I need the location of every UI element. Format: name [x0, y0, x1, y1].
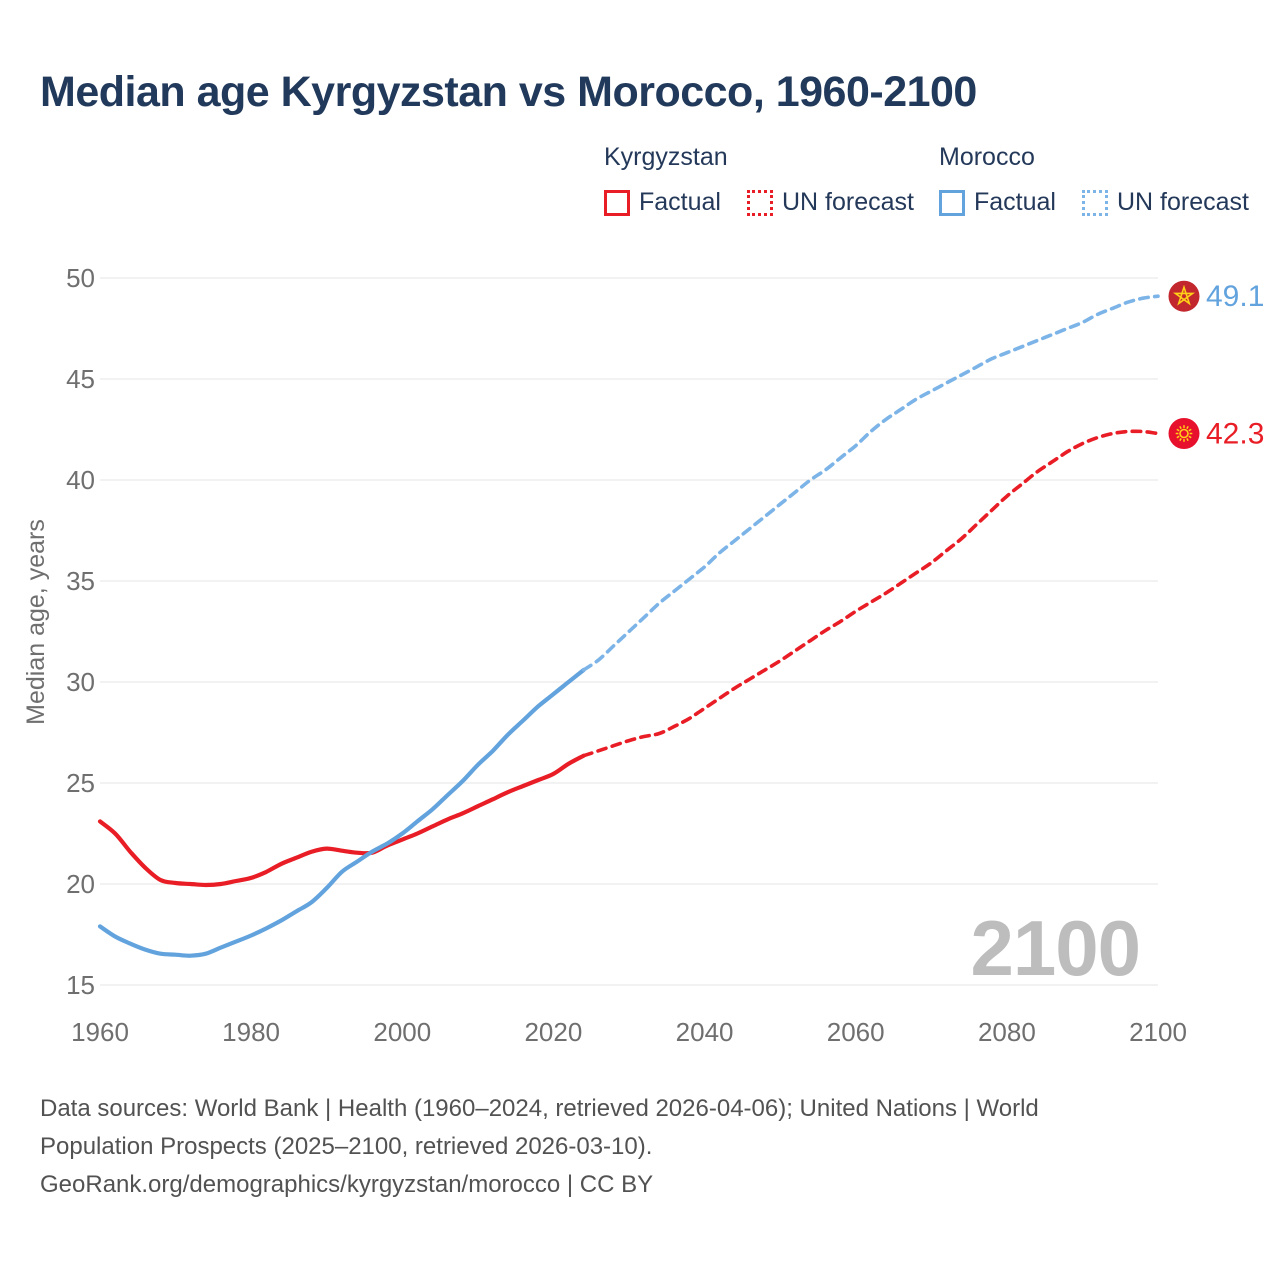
end-value-label-morocco: 49.1 — [1206, 280, 1265, 314]
sun-ray — [1189, 436, 1191, 437]
series-line-morocco-factual — [100, 670, 584, 956]
sun-ray — [1180, 426, 1181, 428]
morocco-forecast-swatch-icon — [1082, 190, 1108, 216]
y-tick-label: 35 — [66, 566, 95, 596]
kyrgyzstan-flag-icon — [1169, 418, 1200, 449]
footer-line-2: Population Prospects (2025–2100, retrieved 2026-03-10). — [40, 1133, 653, 1160]
x-axis-tick-labels — [71, 1017, 1187, 1047]
x-tick-label: 2000 — [373, 1017, 432, 1047]
y-tick-label: 45 — [66, 364, 95, 394]
sun-ray — [1180, 438, 1181, 440]
x-tick-label: 1960 — [71, 1017, 129, 1047]
morocco-factual-swatch-icon — [939, 190, 965, 216]
y-tick-label: 25 — [66, 768, 95, 798]
legend-item-kyrgyzstan-forecast — [747, 188, 914, 217]
x-tick-label: 2100 — [1129, 1017, 1187, 1047]
legend-label: UN forecast — [1116, 188, 1249, 216]
legend-group-morocco — [939, 143, 1249, 217]
legend-label: Factual — [639, 188, 721, 216]
data-sources-footer — [40, 1090, 1039, 1204]
end-marker-kyrgyzstan — [1169, 418, 1265, 451]
y-tick-label: 20 — [66, 869, 95, 899]
sun-ray — [1189, 429, 1191, 430]
y-tick-label: 50 — [66, 263, 95, 293]
sun-ray — [1177, 429, 1179, 430]
series-line-morocco-un-forecast — [584, 296, 1158, 670]
morocco-flag-icon — [1169, 281, 1200, 312]
gridlines — [100, 278, 1158, 985]
legend-item-morocco-forecast — [1082, 188, 1249, 217]
x-tick-label: 2020 — [524, 1017, 583, 1047]
pentagram-star-icon — [1175, 287, 1192, 303]
kyrgyzstan-factual-swatch-icon — [604, 190, 630, 216]
legend-item-kyrgyzstan-factual — [604, 188, 721, 217]
footer-line-3: GeoRank.org/demographics/kyrgyzstan/morocco | CC BY — [40, 1171, 654, 1198]
end-value-label-kyrgyzstan: 42.3 — [1206, 417, 1265, 451]
x-tick-label: 2040 — [675, 1017, 734, 1047]
legend-group-title: Kyrgyzstan — [604, 143, 728, 171]
sun-ray — [1187, 438, 1188, 440]
x-tick-label: 2060 — [826, 1017, 885, 1047]
legend-group-kyrgyzstan — [604, 143, 914, 217]
kyrgyzstan-forecast-swatch-icon — [747, 190, 773, 216]
sun-ray — [1177, 436, 1179, 437]
x-tick-label: 2080 — [977, 1017, 1036, 1047]
legend-group-title: Morocco — [939, 143, 1035, 171]
legend-label: UN forecast — [781, 188, 914, 216]
series-line-kyrgyzstan-factual — [100, 756, 584, 885]
y-axis-tick-labels — [66, 263, 95, 1000]
end-marker-morocco — [1169, 280, 1265, 313]
sun-ray — [1187, 426, 1188, 428]
legend-item-morocco-factual — [939, 188, 1056, 217]
sun-icon — [1180, 430, 1188, 438]
y-tick-label: 30 — [66, 667, 95, 697]
page-title: Median age Kyrgyzstan vs Morocco, 1960-2100 — [40, 68, 977, 116]
y-axis-title: Median age, years — [22, 519, 50, 725]
watermark-year: 2100 — [970, 904, 1140, 992]
legend-label: Factual — [974, 188, 1056, 216]
footer-line-1: Data sources: World Bank | Health (1960–2024, retrieved 2026-04-06); United Nations | World — [40, 1095, 1039, 1122]
series-line-kyrgyzstan-un-forecast — [584, 431, 1158, 755]
x-tick-label: 1980 — [222, 1017, 281, 1047]
y-tick-label: 15 — [66, 970, 95, 1000]
y-tick-label: 40 — [66, 465, 95, 495]
